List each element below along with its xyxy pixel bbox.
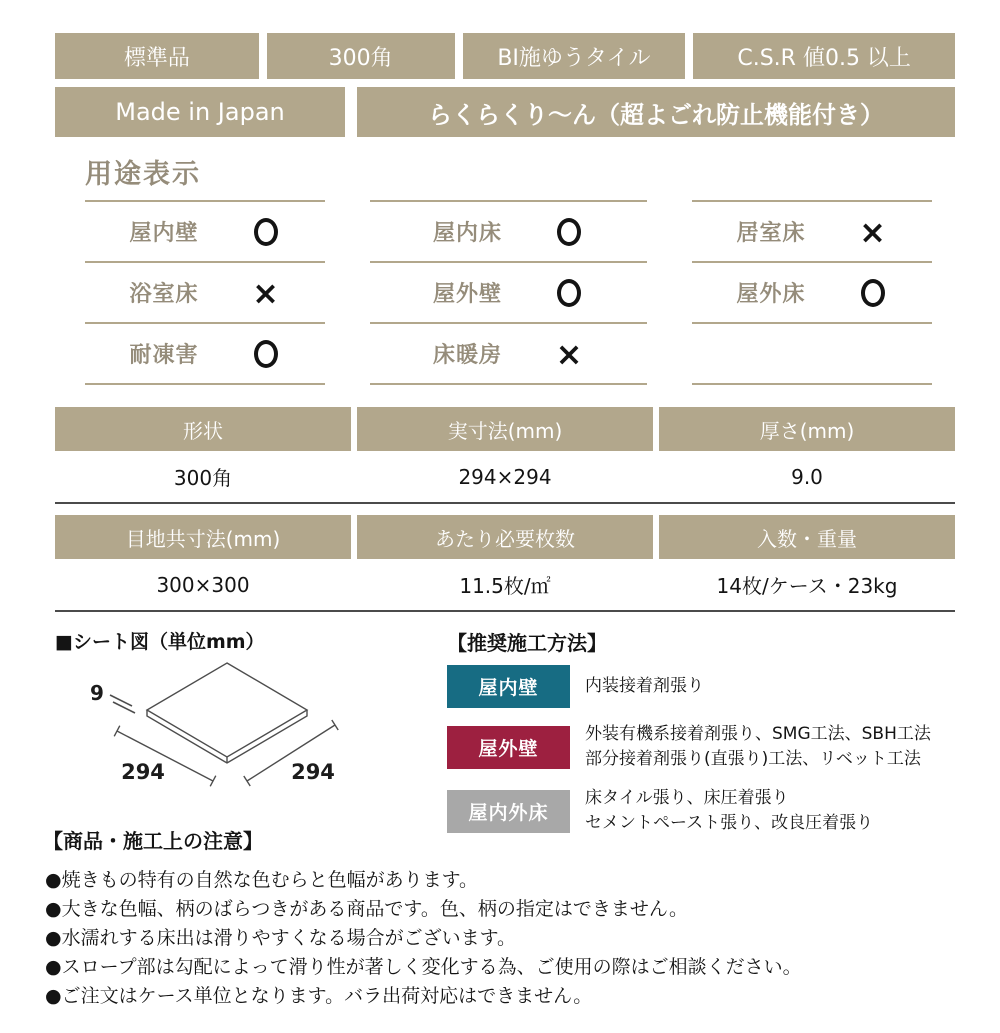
sheet-diagram-title: ■シート図（単位mm） bbox=[55, 631, 265, 653]
method-badge-outdoor-wall: 屋外壁 bbox=[447, 726, 570, 769]
cross-mark-icon bbox=[251, 277, 281, 309]
sheet-diagram-column bbox=[43, 627, 447, 854]
spec-header-pieces-needed: あたり必要枚数 bbox=[357, 515, 653, 559]
method-line: セメントペースト張り、改良圧着張り bbox=[585, 813, 874, 833]
tile-isometric-diagram bbox=[55, 655, 400, 805]
spec-header-row bbox=[55, 515, 955, 559]
circle-mark-icon bbox=[554, 216, 584, 248]
usage-label: 屋外壁 bbox=[432, 282, 502, 307]
method-description bbox=[585, 722, 931, 772]
spec-value-row bbox=[55, 451, 955, 502]
note-item: ●水濡れする床出は滑りやすくなる場合がございます。 bbox=[45, 927, 517, 949]
spec-value-actual-size: 294×294 bbox=[458, 464, 552, 489]
usage-table bbox=[85, 200, 955, 385]
usage-cell-indoor-wall bbox=[85, 200, 325, 261]
usage-label: 浴室床 bbox=[129, 282, 199, 307]
spec-value-pieces-needed: 11.5枚/㎡ bbox=[459, 574, 551, 598]
note-item: ●スロープ部は勾配によって滑り性が著しく変化する為、ご使用の際はご相談ください。 bbox=[45, 956, 802, 978]
usage-cell-bath-floor bbox=[85, 261, 325, 322]
top-badge-row bbox=[55, 33, 955, 79]
method-row-outdoor-wall bbox=[447, 722, 955, 772]
right-dim-label: 294 bbox=[291, 760, 335, 784]
spec-value-qty-weight: 14枚/ケース・23kg bbox=[716, 574, 898, 598]
circle-mark-icon bbox=[858, 277, 888, 309]
method-badge-indoor-outdoor-floor: 屋内外床 bbox=[447, 790, 570, 833]
method-line: 床タイル張り、床圧着張り bbox=[585, 788, 789, 808]
divider-rule bbox=[55, 502, 955, 504]
spec-header-row bbox=[55, 407, 955, 451]
notes-section-title: 【商品・施工上の注意】 bbox=[43, 829, 263, 853]
usage-label: 屋内床 bbox=[432, 221, 502, 246]
spec-header-shape: 形状 bbox=[55, 407, 351, 451]
badge-standard: 標準品 bbox=[55, 33, 259, 79]
usage-cell-frost-resistance bbox=[85, 322, 325, 385]
usage-label: 耐凍害 bbox=[129, 343, 199, 368]
usage-cell-floor-heating bbox=[370, 322, 647, 385]
spec-header-joint-size: 目地共寸法(mm) bbox=[55, 515, 351, 559]
usage-cell-outdoor-floor bbox=[692, 261, 932, 322]
badge-feature: らくらくり～ん（超よごれ防止機能付き） bbox=[357, 87, 955, 137]
methods-column bbox=[447, 627, 955, 854]
badge-made-in-japan: Made in Japan bbox=[55, 87, 345, 137]
badge-csr: C.S.R 値0.5 以上 bbox=[693, 33, 955, 79]
spec-value-joint-size: 300×300 bbox=[156, 572, 250, 597]
usage-cell-indoor-floor bbox=[370, 200, 647, 261]
badge-tile-type: BI施ゆうタイル bbox=[463, 33, 686, 79]
method-description bbox=[585, 674, 704, 699]
thickness-dim-label: 9 bbox=[90, 681, 104, 705]
note-item: ●ご注文はケース単位となります。バラ出荷対応はできません。 bbox=[45, 985, 593, 1007]
badge-size: 300角 bbox=[267, 33, 455, 79]
note-item: ●大きな色幅、柄のばらつきがある商品です。色、柄の指定はできません。 bbox=[45, 898, 689, 920]
spec-sheet bbox=[43, 33, 955, 1011]
usage-label: 屋内壁 bbox=[129, 221, 199, 246]
spec-value-thickness: 9.0 bbox=[791, 464, 823, 489]
circle-mark-icon bbox=[251, 216, 281, 248]
divider-rule bbox=[55, 610, 955, 612]
spec-header-thickness: 厚さ(mm) bbox=[659, 407, 955, 451]
usage-label: 床暖房 bbox=[432, 343, 502, 368]
spec-header-qty-weight: 入数・重量 bbox=[659, 515, 955, 559]
method-description bbox=[585, 786, 873, 836]
note-item: ●焼きもの特有の自然な色むらと色幅があります。 bbox=[45, 869, 479, 891]
usage-cell-living-floor bbox=[692, 200, 932, 261]
spec-table-packaging bbox=[55, 515, 955, 612]
usage-cell-empty bbox=[692, 322, 932, 385]
usage-label: 居室床 bbox=[736, 221, 806, 246]
bottom-section bbox=[43, 627, 955, 854]
methods-rows bbox=[447, 665, 955, 836]
spec-value-row bbox=[55, 559, 955, 610]
method-row-indoor-wall bbox=[447, 665, 955, 708]
method-line: 内装接着剤張り bbox=[585, 676, 704, 696]
second-badge-row bbox=[55, 87, 955, 137]
cross-mark-icon bbox=[554, 338, 584, 370]
method-line: 部分接着剤張り(直張り)工法、リベット工法 bbox=[585, 749, 921, 769]
circle-mark-icon bbox=[251, 338, 281, 370]
cross-mark-icon bbox=[858, 216, 888, 248]
usage-cell-outdoor-wall bbox=[370, 261, 647, 322]
method-badge-indoor-wall: 屋内壁 bbox=[447, 665, 570, 708]
spec-header-actual-size: 実寸法(mm) bbox=[357, 407, 653, 451]
notes-list bbox=[45, 866, 955, 1011]
methods-section-title: 【推奨施工方法】 bbox=[447, 631, 607, 655]
usage-label: 屋外床 bbox=[736, 282, 806, 307]
left-dim-label: 294 bbox=[121, 760, 165, 784]
method-line: 外装有機系接着剤張り、SMG工法、SBH工法 bbox=[585, 724, 931, 744]
spec-value-shape: 300角 bbox=[173, 466, 233, 490]
usage-section-title: 用途表示 bbox=[85, 159, 201, 190]
method-row-indoor-outdoor-floor bbox=[447, 786, 955, 836]
circle-mark-icon bbox=[554, 277, 584, 309]
spec-table-dimensions bbox=[55, 407, 955, 504]
